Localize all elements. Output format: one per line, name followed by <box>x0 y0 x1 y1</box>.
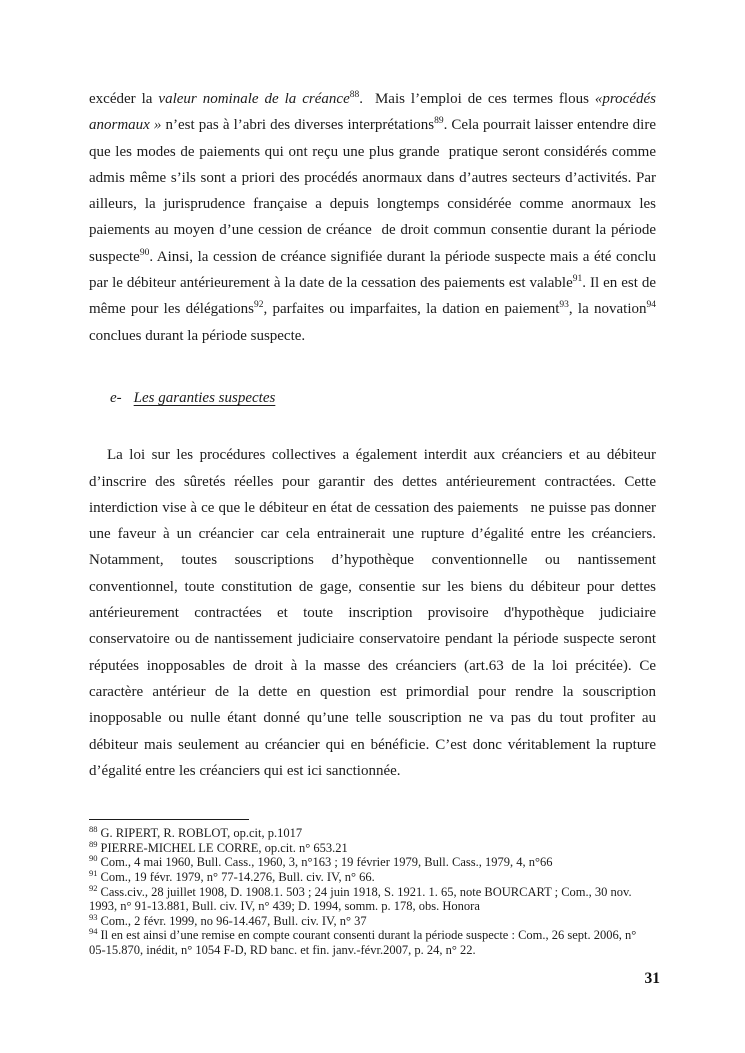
emphasis-run: valeur nominale de la créance <box>158 91 350 107</box>
footnote-text: G. RIPERT, R. ROBLOT, op.cit, p.1017 <box>100 826 303 841</box>
page-body <box>89 86 660 957</box>
text-run: n’est pas à l’abri des diverses interprétations <box>161 117 435 134</box>
footnote-89 <box>89 838 656 856</box>
footnote-94 <box>89 928 656 957</box>
footnote-marker: 88 <box>89 823 98 834</box>
footnote-marker: 92 <box>89 882 98 893</box>
footnote-ref-94: 94 <box>646 300 656 311</box>
text-run: . Ainsi, la cession de créance signifiée durant la période suspecte mais a été conclu par le débiteur antérieurement à la date de la cessation des paiements est valable <box>89 248 660 292</box>
footnote-marker: 89 <box>89 838 98 849</box>
footnotes-section <box>89 823 656 957</box>
footnote-ref-91: 91 <box>572 274 583 285</box>
heading-title: Les garanties suspectes <box>133 389 276 406</box>
text-run: . Mais l’emploi de ces termes flous <box>359 91 595 107</box>
text-run: . Il en est de même pour les délégations <box>89 275 660 318</box>
footnote-marker: 94 <box>89 926 98 937</box>
text-run: , la novation <box>568 301 647 318</box>
footnote-92 <box>89 882 656 914</box>
footnote-text: Com., 19 févr. 1979, n° 77-14.276, Bull. civ. IV, n° 66. <box>100 869 375 884</box>
text-run: conclues durant la période suspecte. <box>89 301 660 344</box>
footnote-text: Com., 4 mai 1960, Bull. Cass., 1960, 3, n°163 ; 19 février 1979, Bull. Cass., 1979, 4, n°66 <box>100 855 553 870</box>
footnote-ref-90: 90 <box>139 247 150 258</box>
footnote-90 <box>89 855 656 870</box>
footnote-ref-89: 89 <box>434 116 444 127</box>
page-number: 31 <box>644 970 660 987</box>
text-run: excéder la <box>89 91 159 107</box>
footnote-marker: 91 <box>89 867 98 878</box>
heading-marker: e- <box>110 389 122 406</box>
footnote-text: Cass.civ., 28 juillet 1908, D. 1908.1. 503 ; 24 juin 1918, S. 1921. 1. 65, note BOURCART ; Com., 30 nov. 1993, n° 91-13.881, Bull. civ. IV, n° 439; D. 1994, somm. p. 178, obs. Honora <box>89 884 632 914</box>
footnote-marker: 93 <box>89 911 98 922</box>
footnote-text: Il en est ainsi d’une remise en compte courant consenti durant la période suspecte : Com., 26 sept. 2006, n° 05-15.870, inédit, n° 1054 F-D, RD banc. et fin. janv.-févr.2007, p. 24, n° 22. <box>89 928 637 957</box>
text-run: . Cela pourrait laisser entendre dire que les modes de paiements qui ont reçu une plus grande pratique seront considérés comme admis même s’ils sont a priori des procédés anormaux dans d’autres secteurs d’activités. Par ailleurs, la jurisprudence française a depuis longtemps considérée comme anormaux les paiements au moyen d’une cession de créance de droit commun consentie durant la période suspecte <box>89 117 660 265</box>
footnote-text: PIERRE-MICHEL LE CORRE, op.cit. n° 653.21 <box>100 840 348 855</box>
section-heading <box>89 385 656 411</box>
emphasis-run: «procédés anormaux » <box>89 91 660 134</box>
footnote-91 <box>89 867 656 885</box>
footnote-separator-rule <box>89 819 249 820</box>
footnote-ref-92: 92 <box>253 300 264 311</box>
paragraph-main: La loi sur les procédures collectives a également interdit aux créanciers et au débiteur d’inscrire des sûretés réelles pour garantir des dettes antérieurement contractées. Cette interdiction vise à ce que le débiteur en état de cessation des paiements ne puisse pas donner une faveur à un créancier car cela entrainerait une rupture d’égalité entre les créanciers. Notamment, toutes souscriptions d’hypothèque conventionnelle ou nantissement conventionnel, toute constitution de gage, consentie sur les biens du débiteur pour dettes antérieurement contractées et toute inscription provisoire d'hypothèque judiciaire conservatoire ou de nantissement judiciaire conservatoire pendant la période suspecte seront réputées inopposables de droit à la masse des créanciers (art.63 de la loi précitée). Ce caractère antérieur de la dette en question est primordial pour rendre la souscription inopposable ou nulle étant donné qu’une telle souscription ne va pas du tout profiter au débiteur mais seulement au créancier qui en bénéficie. C’est donc véritablement la rupture d’égalité entre les créanciers qui est ici sanctionnée. <box>89 447 660 779</box>
footnote-88 <box>89 823 656 841</box>
footnote-text: Com., 2 févr. 1999, no 96-14.467, Bull. civ. IV, n° 37 <box>100 913 367 928</box>
footnote-ref-88: 88 <box>349 90 360 100</box>
footnote-ref-93: 93 <box>559 300 569 311</box>
text-run: , parfaites ou imparfaites, la dation en paiement <box>263 301 560 318</box>
footnote-marker: 90 <box>89 853 98 864</box>
paragraph-continuation <box>89 86 660 349</box>
footnote-93 <box>89 911 656 929</box>
